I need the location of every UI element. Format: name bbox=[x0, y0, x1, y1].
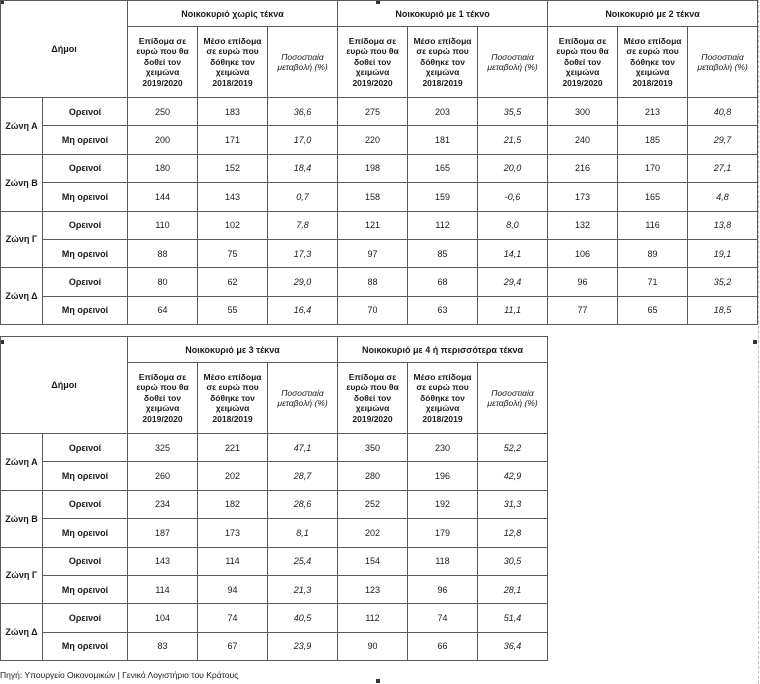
value-cell: 118 bbox=[408, 547, 478, 575]
value-cell: 216 bbox=[548, 154, 618, 182]
value-cell: 121 bbox=[338, 211, 408, 239]
pct-change-cell: 23,9 bbox=[268, 632, 338, 660]
value-cell: 165 bbox=[408, 154, 478, 182]
terrain-label: Ορεινοί bbox=[43, 98, 128, 126]
table-row bbox=[1, 490, 548, 518]
group-header: Νοικοκυριό χωρίς τέκνα bbox=[128, 1, 338, 27]
value-cell: 165 bbox=[618, 183, 688, 211]
value-cell: 179 bbox=[408, 519, 478, 547]
source-note: Πηγή: Υπουργείο Οικονομικών | Γενικό Λογιστήριο του Κράτους bbox=[0, 670, 239, 680]
terrain-label: Ορεινοί bbox=[43, 490, 128, 518]
value-cell: 198 bbox=[338, 154, 408, 182]
terrain-label: Μη ορεινοί bbox=[43, 575, 128, 603]
col-header-benefit: Επίδομα σε ευρώ που θα δοθεί τον χειμώνα 2019/2020 bbox=[128, 27, 198, 98]
zone-label: Ζώνη Β bbox=[1, 154, 43, 211]
table-row bbox=[1, 575, 548, 603]
value-cell: 300 bbox=[548, 98, 618, 126]
value-cell: 173 bbox=[548, 183, 618, 211]
value-cell: 55 bbox=[198, 296, 268, 324]
terrain-label: Μη ορεινοί bbox=[43, 296, 128, 324]
pct-change-cell: 11,1 bbox=[478, 296, 548, 324]
value-cell: 71 bbox=[618, 268, 688, 296]
zone-label: Ζώνη Δ bbox=[1, 268, 43, 325]
col-header-pct-change: Ποσοστιαία μεταβολή (%) bbox=[478, 27, 548, 98]
value-cell: 75 bbox=[198, 239, 268, 267]
value-cell: 94 bbox=[198, 575, 268, 603]
value-cell: 106 bbox=[548, 239, 618, 267]
terrain-label: Ορεινοί bbox=[43, 211, 128, 239]
table-row bbox=[1, 183, 758, 211]
value-cell: 183 bbox=[198, 98, 268, 126]
value-cell: 114 bbox=[198, 547, 268, 575]
terrain-label: Μη ορεινοί bbox=[43, 632, 128, 660]
group-header: Νοικοκυριό με 3 τέκνα bbox=[128, 337, 338, 363]
pct-change-cell: 47,1 bbox=[268, 434, 338, 462]
value-cell: 102 bbox=[198, 211, 268, 239]
pct-change-cell: 16,4 bbox=[268, 296, 338, 324]
value-cell: 325 bbox=[128, 434, 198, 462]
pct-change-cell: 28,1 bbox=[478, 575, 548, 603]
value-cell: 280 bbox=[338, 462, 408, 490]
value-cell: 154 bbox=[338, 547, 408, 575]
pct-change-cell: 13,8 bbox=[688, 211, 758, 239]
value-cell: 70 bbox=[338, 296, 408, 324]
pct-change-cell: 51,4 bbox=[478, 604, 548, 632]
value-cell: 85 bbox=[408, 239, 478, 267]
value-cell: 88 bbox=[128, 239, 198, 267]
value-cell: 64 bbox=[128, 296, 198, 324]
value-cell: 83 bbox=[128, 632, 198, 660]
col-header-avg-benefit: Μέσο επίδομα σε ευρώ που δόθηκε τον χειμώνα 2018/2019 bbox=[408, 363, 478, 434]
value-cell: 202 bbox=[338, 519, 408, 547]
value-cell: 181 bbox=[408, 126, 478, 154]
value-cell: 67 bbox=[198, 632, 268, 660]
pct-change-cell: 20,0 bbox=[478, 154, 548, 182]
value-cell: 97 bbox=[338, 239, 408, 267]
pct-change-cell: 12,8 bbox=[478, 519, 548, 547]
table-2-body bbox=[1, 434, 548, 661]
value-cell: 110 bbox=[128, 211, 198, 239]
value-cell: 196 bbox=[408, 462, 478, 490]
group-header: Νοικοκυριό με 2 τέκνα bbox=[548, 1, 758, 27]
zone-label: Ζώνη Δ bbox=[1, 604, 43, 661]
table-row bbox=[1, 126, 758, 154]
table-row bbox=[1, 98, 758, 126]
value-cell: 170 bbox=[618, 154, 688, 182]
pct-change-cell: 18,4 bbox=[268, 154, 338, 182]
selection-handle[interactable] bbox=[376, 679, 380, 683]
value-cell: 80 bbox=[128, 268, 198, 296]
zone-label: Ζώνη Β bbox=[1, 490, 43, 547]
terrain-label: Μη ορεινοί bbox=[43, 519, 128, 547]
col-header-avg-benefit: Μέσο επίδομα σε ευρώ που δόθηκε τον χειμώνα 2018/2019 bbox=[198, 363, 268, 434]
terrain-label: Ορεινοί bbox=[43, 268, 128, 296]
terrain-label: Ορεινοί bbox=[43, 604, 128, 632]
table-row bbox=[1, 462, 548, 490]
value-cell: 89 bbox=[618, 239, 688, 267]
table-row bbox=[1, 547, 548, 575]
col-header-pct-change: Ποσοστιαία μεταβολή (%) bbox=[268, 363, 338, 434]
group-header: Νοικοκυριό με 4 ή περισσότερα τέκνα bbox=[338, 337, 548, 363]
col-header-avg-benefit: Μέσο επίδομα σε ευρώ που δόθηκε τον χειμώνα 2018/2019 bbox=[198, 27, 268, 98]
table-row bbox=[1, 632, 548, 660]
value-cell: 202 bbox=[198, 462, 268, 490]
value-cell: 180 bbox=[128, 154, 198, 182]
value-cell: 96 bbox=[408, 575, 478, 603]
group-header: Νοικοκυριό με 1 τέκνο bbox=[338, 1, 548, 27]
pct-change-cell: -0,6 bbox=[478, 183, 548, 211]
pct-change-cell: 31,3 bbox=[478, 490, 548, 518]
pct-change-cell: 14,1 bbox=[478, 239, 548, 267]
col-header-benefit: Επίδομα σε ευρώ που θα δοθεί τον χειμώνα 2019/2020 bbox=[548, 27, 618, 98]
value-cell: 250 bbox=[128, 98, 198, 126]
municipalities-header: Δήμοι bbox=[1, 337, 128, 434]
pct-change-cell: 29,4 bbox=[478, 268, 548, 296]
table-row bbox=[1, 604, 548, 632]
value-cell: 252 bbox=[338, 490, 408, 518]
value-cell: 68 bbox=[408, 268, 478, 296]
value-cell: 220 bbox=[338, 126, 408, 154]
value-cell: 234 bbox=[128, 490, 198, 518]
value-cell: 112 bbox=[338, 604, 408, 632]
value-cell: 123 bbox=[338, 575, 408, 603]
value-cell: 112 bbox=[408, 211, 478, 239]
terrain-label: Ορεινοί bbox=[43, 434, 128, 462]
col-header-benefit: Επίδομα σε ευρώ που θα δοθεί τον χειμώνα 2019/2020 bbox=[338, 27, 408, 98]
table-row bbox=[1, 434, 548, 462]
municipalities-header: Δήμοι bbox=[1, 1, 128, 98]
value-cell: 240 bbox=[548, 126, 618, 154]
pct-change-cell: 30,5 bbox=[478, 547, 548, 575]
pct-change-cell: 4,8 bbox=[688, 183, 758, 211]
terrain-label: Μη ορεινοί bbox=[43, 462, 128, 490]
value-cell: 230 bbox=[408, 434, 478, 462]
col-header-benefit: Επίδομα σε ευρώ που θα δοθεί τον χειμώνα 2019/2020 bbox=[128, 363, 198, 434]
table-row bbox=[1, 296, 758, 324]
value-cell: 200 bbox=[128, 126, 198, 154]
value-cell: 63 bbox=[408, 296, 478, 324]
pct-change-cell: 8,0 bbox=[478, 211, 548, 239]
value-cell: 260 bbox=[128, 462, 198, 490]
pct-change-cell: 25,4 bbox=[268, 547, 338, 575]
value-cell: 96 bbox=[548, 268, 618, 296]
value-cell: 74 bbox=[198, 604, 268, 632]
value-cell: 74 bbox=[408, 604, 478, 632]
table-row bbox=[1, 268, 758, 296]
pct-change-cell: 28,6 bbox=[268, 490, 338, 518]
pct-change-cell: 36,4 bbox=[478, 632, 548, 660]
value-cell: 275 bbox=[338, 98, 408, 126]
col-header-pct-change: Ποσοστιαία μεταβολή (%) bbox=[268, 27, 338, 98]
col-header-pct-change: Ποσοστιαία μεταβολή (%) bbox=[688, 27, 758, 98]
pct-change-cell: 36,6 bbox=[268, 98, 338, 126]
terrain-label: Ορεινοί bbox=[43, 154, 128, 182]
selection-handle[interactable] bbox=[753, 340, 757, 344]
value-cell: 66 bbox=[408, 632, 478, 660]
value-cell: 213 bbox=[618, 98, 688, 126]
value-cell: 143 bbox=[198, 183, 268, 211]
terrain-label: Μη ορεινοί bbox=[43, 239, 128, 267]
value-cell: 116 bbox=[618, 211, 688, 239]
pct-change-cell: 28,7 bbox=[268, 462, 338, 490]
value-cell: 90 bbox=[338, 632, 408, 660]
zone-label: Ζώνη Α bbox=[1, 434, 43, 491]
zone-label: Ζώνη Α bbox=[1, 98, 43, 155]
pct-change-cell: 35,2 bbox=[688, 268, 758, 296]
zone-label: Ζώνη Γ bbox=[1, 547, 43, 604]
pct-change-cell: 8,1 bbox=[268, 519, 338, 547]
table-1-body bbox=[1, 98, 758, 325]
value-cell: 104 bbox=[128, 604, 198, 632]
value-cell: 144 bbox=[128, 183, 198, 211]
pct-change-cell: 7,8 bbox=[268, 211, 338, 239]
pct-change-cell: 17,0 bbox=[268, 126, 338, 154]
table-row bbox=[1, 239, 758, 267]
col-header-avg-benefit: Μέσο επίδομα σε ευρώ που δόθηκε τον χειμώνα 2018/2019 bbox=[408, 27, 478, 98]
pct-change-cell: 18,5 bbox=[688, 296, 758, 324]
pct-change-cell: 0,7 bbox=[268, 183, 338, 211]
pct-change-cell: 42,9 bbox=[478, 462, 548, 490]
pct-change-cell: 29,7 bbox=[688, 126, 758, 154]
table-row bbox=[1, 154, 758, 182]
value-cell: 143 bbox=[128, 547, 198, 575]
terrain-label: Ορεινοί bbox=[43, 547, 128, 575]
table-row bbox=[1, 211, 758, 239]
table-row bbox=[1, 519, 548, 547]
col-header-avg-benefit: Μέσο επίδομα σε ευρώ που δόθηκε τον χειμώνα 2018/2019 bbox=[618, 27, 688, 98]
value-cell: 173 bbox=[198, 519, 268, 547]
value-cell: 65 bbox=[618, 296, 688, 324]
pct-change-cell: 21,5 bbox=[478, 126, 548, 154]
value-cell: 88 bbox=[338, 268, 408, 296]
col-header-benefit: Επίδομα σε ευρώ που θα δοθεί τον χειμώνα 2019/2020 bbox=[338, 363, 408, 434]
pct-change-cell: 35,5 bbox=[478, 98, 548, 126]
pct-change-cell: 21,3 bbox=[268, 575, 338, 603]
value-cell: 171 bbox=[198, 126, 268, 154]
value-cell: 77 bbox=[548, 296, 618, 324]
pct-change-cell: 40,8 bbox=[688, 98, 758, 126]
pct-change-cell: 52,2 bbox=[478, 434, 548, 462]
value-cell: 132 bbox=[548, 211, 618, 239]
pct-change-cell: 29,0 bbox=[268, 268, 338, 296]
pct-change-cell: 27,1 bbox=[688, 154, 758, 182]
value-cell: 158 bbox=[338, 183, 408, 211]
terrain-label: Μη ορεινοί bbox=[43, 183, 128, 211]
pct-change-cell: 40,5 bbox=[268, 604, 338, 632]
pct-change-cell: 19,1 bbox=[688, 239, 758, 267]
col-header-pct-change: Ποσοστιαία μεταβολή (%) bbox=[478, 363, 548, 434]
value-cell: 192 bbox=[408, 490, 478, 518]
value-cell: 152 bbox=[198, 154, 268, 182]
benefit-table-2 bbox=[0, 336, 548, 661]
value-cell: 185 bbox=[618, 126, 688, 154]
value-cell: 182 bbox=[198, 490, 268, 518]
value-cell: 187 bbox=[128, 519, 198, 547]
value-cell: 159 bbox=[408, 183, 478, 211]
value-cell: 350 bbox=[338, 434, 408, 462]
zone-label: Ζώνη Γ bbox=[1, 211, 43, 268]
value-cell: 62 bbox=[198, 268, 268, 296]
value-cell: 221 bbox=[198, 434, 268, 462]
benefit-table-1 bbox=[0, 0, 758, 325]
value-cell: 203 bbox=[408, 98, 478, 126]
pct-change-cell: 17,3 bbox=[268, 239, 338, 267]
terrain-label: Μη ορεινοί bbox=[43, 126, 128, 154]
value-cell: 114 bbox=[128, 575, 198, 603]
